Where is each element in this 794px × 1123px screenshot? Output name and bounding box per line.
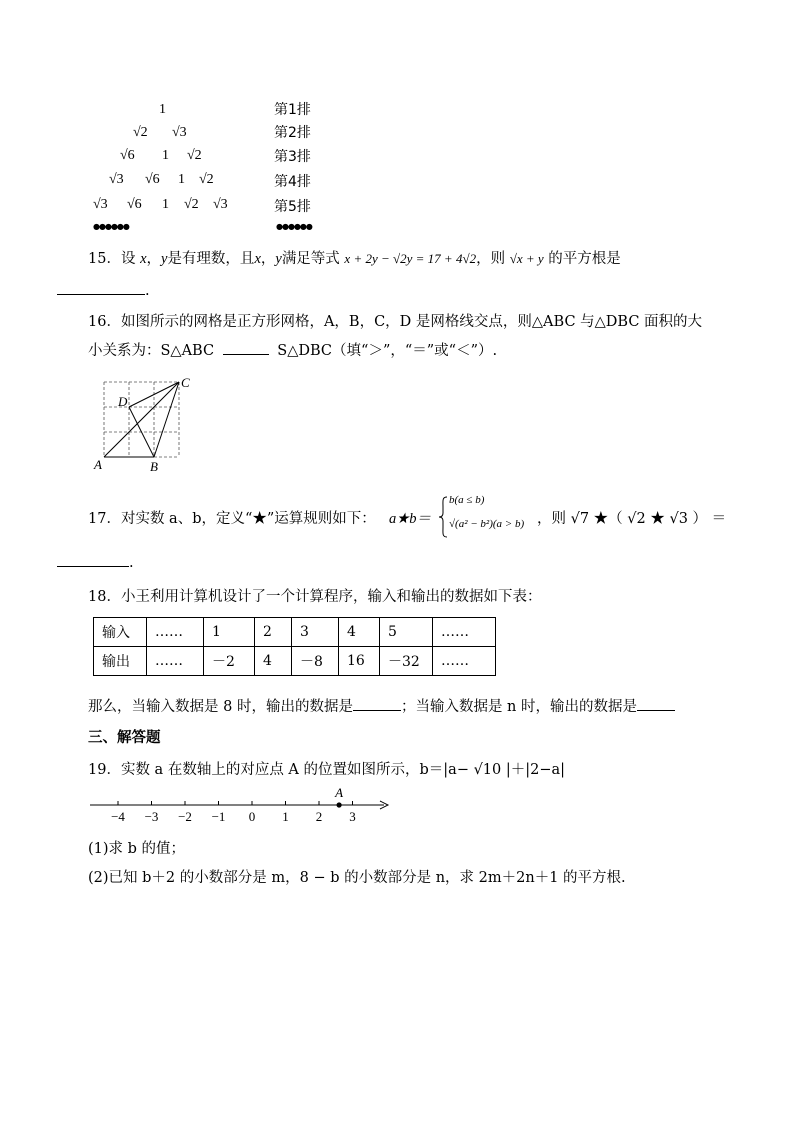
tick-label: 3 [349,809,356,824]
q15-var-x-2: x [254,251,261,267]
row-label: 第3排 [274,149,311,165]
triangle-cell: √3 [213,197,228,212]
triangle-cell: 1 [178,172,185,187]
grid-figure [92,374,202,474]
q18-prefix: 18．小王利用计算机设计了一个计算程序，输入和输出的数据如下表： [88,589,542,605]
triangle-cell: √2 [133,125,148,140]
q16-area-abc: 小关系为：S△ABC [88,343,215,359]
triangle-cell: √3 [172,125,187,140]
triangle-cell: √3 [109,172,124,187]
q15-text2: 满足等式 [281,251,340,267]
q15-text4: 的平方根是 [548,251,621,267]
q15-comma: ， [146,251,161,267]
row-label: 第2排 [274,125,311,141]
q15-answer-blank[interactable] [57,280,145,295]
q18-after-a: 那么，当输入数据是 8 时，输出的数据是 [88,699,353,715]
row-label: 第5排 [274,199,311,215]
q15-expression: √x + y [509,251,544,266]
label-c: C [181,375,190,390]
table-cell: 2 [255,618,292,647]
table-cell: －8 [292,647,339,676]
table-cell: …… [147,647,204,676]
q17-text: ，则 √7 ★（ √2 ★ √3 ） ＝ [537,511,727,527]
tick-label: −2 [178,809,192,824]
q17-answer-blank[interactable] [57,552,129,567]
q17-def-lhs: a★b＝ [389,511,431,527]
brace-icon [437,495,449,539]
q15-var-x: x [140,251,147,267]
section-title: 三、解答题 [88,729,161,746]
tick-label: −1 [211,809,226,824]
triangle-cell: √3 [93,197,108,212]
triangle-cell: √2 [187,148,202,163]
table-cell: －2 [204,647,255,676]
tick-label: 0 [248,809,256,824]
number-line [88,785,398,825]
segment-bc [154,382,179,457]
table-cell: 3 [292,618,339,647]
row-label-ellipsis: ●●●●●● [276,222,312,231]
label-b: B [150,459,158,474]
tick-label: 2 [315,809,323,824]
tick-label: −4 [111,809,125,824]
question-15 [88,247,621,268]
triangle-cell: 1 [159,102,166,117]
q16-area-dbc: S△DBC（填“＞”，“＝”或“＜”）. [277,343,498,359]
q15-text1: 是有理数，且 [167,251,255,267]
label-a: A [94,457,102,472]
segment-ac [104,382,179,457]
table-row [94,618,496,647]
table-cell: 4 [339,618,380,647]
q15-text3: ，则 [476,251,506,267]
table-header-input: 输入 [94,618,147,647]
triangle-cell: 1 [162,197,169,212]
q17-case-1: b(a ≤ b) [449,494,485,506]
triangle-cell: √6 [127,197,142,212]
q17-answer-line[interactable] [57,552,134,571]
q17-case-2: √(a² − b²)(a > b) [449,518,525,530]
row-label: 第4排 [274,174,311,190]
q15-var-y: y [161,251,168,267]
triangle-cell: 1 [162,148,169,163]
table-cell: －32 [380,647,433,676]
q15-prefix: 15．设 [88,251,136,267]
q17-prefix: 17．对实数 a、b，定义“★”运算规则如下： [88,511,376,527]
q15-var-y-2: y [275,251,282,267]
triangle-cell: √6 [145,172,160,187]
table-cell: 16 [339,647,380,676]
q16-answer-blank[interactable] [223,340,269,355]
point-a [337,802,342,807]
q16-line2 [88,339,497,360]
triangle-cell: √2 [184,197,199,212]
q15-comma-2: ， [260,251,276,267]
q15-answer-line[interactable] [57,280,150,299]
q16-line1: 16．如图所示的网格是正方形网格，A，B，C，D 是网格线交点，则△ABC 与△DBC 面积的大 [88,314,703,330]
q18-answer-blank-2[interactable] [637,696,675,711]
q18-answer-blank-1[interactable] [353,696,401,711]
q19-part1: (1)求 b 的值； [88,841,186,857]
q18-after-b: ；当输入数据是 n 时，输出的数据是 [400,699,638,715]
table-cell: 5 [380,618,433,647]
triangle-cell: √6 [120,148,135,163]
tick-label: −3 [144,809,159,824]
q15-period: . [145,283,150,299]
q19-part2: (2)已知 b＋2 的小数部分是 m，8 − b 的小数部分是 n，求 2m＋2n＋1 的平方根. [88,870,626,886]
row-label: 第1排 [274,102,311,118]
q18-after [88,695,675,716]
triangle-cell: √2 [199,172,214,187]
point-a-label: A [335,785,344,800]
q15-equation: x + 2y − √2y = 17 + 4√2 [344,251,477,266]
label-d: D [118,394,128,409]
table-cell: 1 [204,618,255,647]
tick-label: 1 [282,809,289,824]
table-row [94,647,496,676]
triangle-ellipsis: ●●●●●● [93,222,129,231]
table-cell: …… [433,618,496,647]
io-table [93,617,496,676]
q19-prefix: 19．实数 a 在数轴上的对应点 A 的位置如图所示，b＝|a− √10 |＋|2−a| [88,762,566,778]
table-cell: 4 [255,647,292,676]
q17-period: . [129,555,134,571]
table-cell: …… [147,618,204,647]
table-cell: …… [433,647,496,676]
table-header-output: 输出 [94,647,147,676]
